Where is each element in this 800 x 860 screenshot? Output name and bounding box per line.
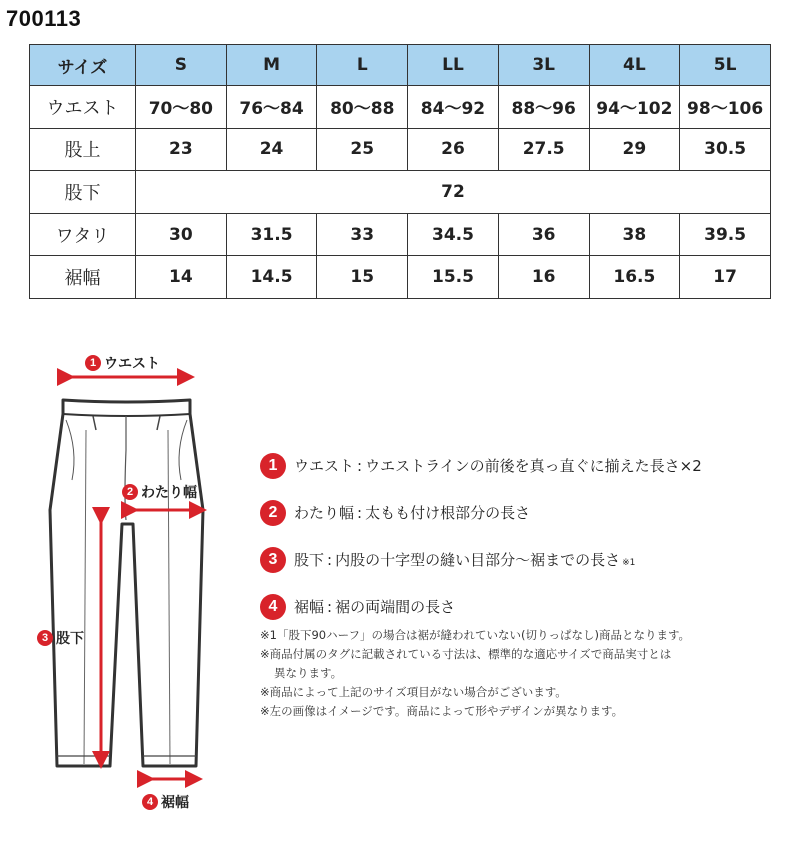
table-cell: 39.5 xyxy=(680,213,771,256)
table-cell: 17 xyxy=(680,256,771,299)
size-header-cell: 4L xyxy=(589,45,680,86)
table-cell: 30 xyxy=(136,213,227,256)
marker-label: ウエスト xyxy=(104,356,160,372)
table-cell: 16 xyxy=(498,256,589,299)
pants-outline xyxy=(50,400,203,766)
legend-desc: ウエストラインの前後を真っ直ぐに揃えた長さ×2 xyxy=(365,457,702,475)
table-cell: 34.5 xyxy=(408,213,499,256)
table-cell: 14 xyxy=(136,256,227,299)
table-cell: 14.5 xyxy=(226,256,317,299)
table-cell: 70〜80 xyxy=(136,86,227,129)
marker-number: 1 xyxy=(85,355,101,371)
table-row-hem xyxy=(30,256,771,299)
table-row-thigh xyxy=(30,213,771,256)
size-header-row xyxy=(30,45,771,86)
marker-label: わたり幅 xyxy=(141,485,197,501)
table-cell: 23 xyxy=(136,128,227,171)
marker-thigh xyxy=(122,482,197,502)
size-header-cell: LL xyxy=(408,45,499,86)
legend-text: 裾幅 : 裾の両端間の長さ xyxy=(294,598,456,616)
note-1: ※1「股下90ハーフ」の場合は裾が縫われていない(切りっぱなし)商品となります。 xyxy=(260,628,691,642)
table-cell: 25 xyxy=(317,128,408,171)
row-label-waist: ウエスト xyxy=(30,86,136,129)
pants-diagram xyxy=(0,330,240,856)
legend-term: 股下 xyxy=(294,551,325,569)
table-cell: 27.5 xyxy=(498,128,589,171)
legend-number: 1 xyxy=(260,453,286,479)
marker-number: 4 xyxy=(142,794,158,810)
table-cell: 26 xyxy=(408,128,499,171)
legend-term: ウエスト xyxy=(294,457,355,475)
table-cell: 16.5 xyxy=(589,256,680,299)
marker-number: 3 xyxy=(37,630,53,646)
table-cell-merged: 72 xyxy=(136,171,771,214)
table-cell: 15.5 xyxy=(408,256,499,299)
legend-term: 裾幅 xyxy=(294,598,325,616)
size-header-label: サイズ xyxy=(30,45,136,86)
row-label-thigh: ワタリ xyxy=(30,213,136,256)
row-label-rise: 股上 xyxy=(30,128,136,171)
legend-desc: 太もも付け根部分の長さ xyxy=(365,504,531,522)
pants-illustration xyxy=(0,330,240,856)
marker-hem xyxy=(142,792,189,812)
row-label-hem: 裾幅 xyxy=(30,256,136,299)
table-cell: 94〜102 xyxy=(589,86,680,129)
legend-number: 4 xyxy=(260,594,286,620)
table-cell: 80〜88 xyxy=(317,86,408,129)
note-2: ※商品付属のタグに記載されている寸法は、標準的な適応サイズで商品実寸とは xyxy=(260,647,672,661)
table-cell: 76〜84 xyxy=(226,86,317,129)
table-cell: 15 xyxy=(317,256,408,299)
legend-term: わたり幅 xyxy=(294,504,355,522)
size-header-cell: M xyxy=(226,45,317,86)
table-cell: 29 xyxy=(589,128,680,171)
table-cell: 36 xyxy=(498,213,589,256)
marker-label: 股下 xyxy=(56,631,84,647)
legend-footnote: ※1 xyxy=(622,558,636,568)
table-cell: 88〜96 xyxy=(498,86,589,129)
table-row-inseam xyxy=(30,171,771,214)
marker-number: 2 xyxy=(122,484,138,500)
size-header-cell: 5L xyxy=(680,45,771,86)
table-cell: 38 xyxy=(589,213,680,256)
size-header-cell: L xyxy=(317,45,408,86)
table-cell: 33 xyxy=(317,213,408,256)
marker-inseam xyxy=(37,628,84,648)
legend-text: ウエスト : ウエストラインの前後を真っ直ぐに揃えた長さ×2 xyxy=(294,457,702,475)
legend-item-inseam xyxy=(260,536,780,583)
table-row-rise xyxy=(30,128,771,171)
size-header-cell: 3L xyxy=(498,45,589,86)
note-4: ※左の画像はイメージです。商品によって形やデザインが異なります。 xyxy=(260,704,624,718)
note-3: ※商品によって上記のサイズ項目がない場合がございます。 xyxy=(260,685,567,699)
measurement-legend xyxy=(260,442,780,630)
row-label-inseam: 股下 xyxy=(30,171,136,214)
legend-text: わたり幅 : 太もも付け根部分の長さ xyxy=(294,504,531,522)
table-cell: 30.5 xyxy=(680,128,771,171)
marker-waist xyxy=(85,353,160,373)
legend-item-waist xyxy=(260,442,780,489)
marker-label: 裾幅 xyxy=(161,795,189,811)
note-2-continued: 異なります。 xyxy=(274,666,343,680)
table-row-waist xyxy=(30,86,771,129)
legend-item-thigh xyxy=(260,489,780,536)
size-table xyxy=(29,44,771,299)
size-header-cell: S xyxy=(136,45,227,86)
legend-desc: 内股の十字型の縫い目部分〜裾までの長さ xyxy=(335,551,621,569)
table-cell: 31.5 xyxy=(226,213,317,256)
notes xyxy=(260,626,780,721)
table-cell: 98〜106 xyxy=(680,86,771,129)
legend-number: 3 xyxy=(260,547,286,573)
product-code: 700113 xyxy=(6,6,82,31)
table-cell: 24 xyxy=(226,128,317,171)
legend-desc: 裾の両端間の長さ xyxy=(335,598,456,616)
legend-text: 股下 : 内股の十字型の縫い目部分〜裾までの長さ ※1 xyxy=(294,551,636,569)
legend-number: 2 xyxy=(260,500,286,526)
legend-item-hem xyxy=(260,583,780,630)
table-cell: 84〜92 xyxy=(408,86,499,129)
